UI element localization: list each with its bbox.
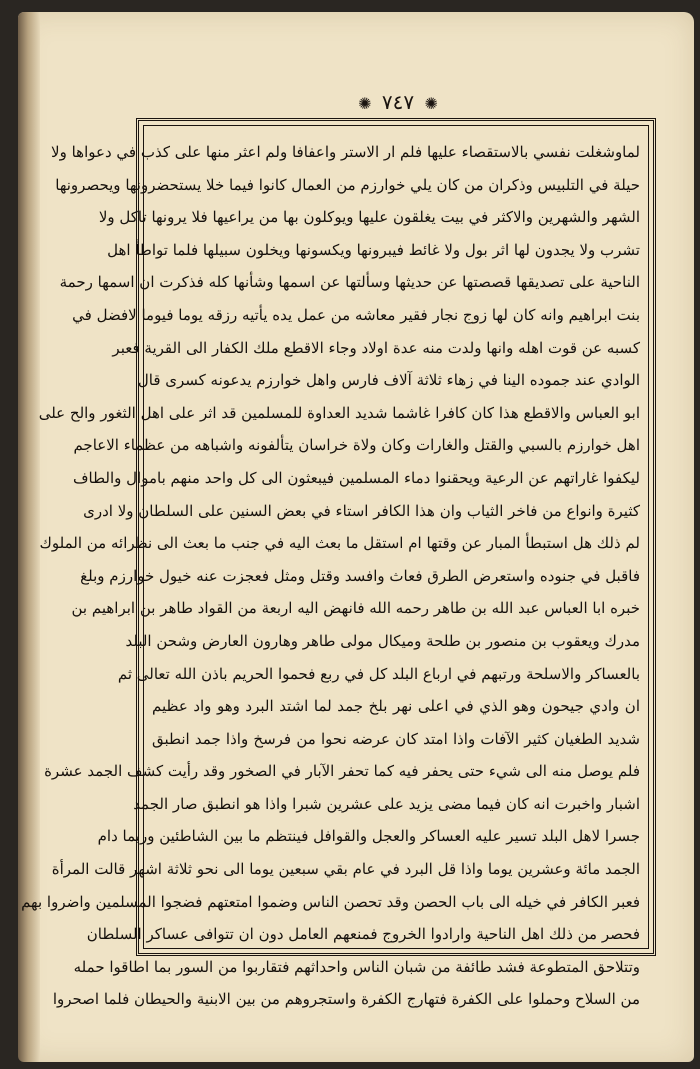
text-line: بنت ابراهيم وانه كان لها زوج نجار فقير معاشه من عمل يده يأتيه رزقه يوما فيوما لافضل في xyxy=(72,305,640,324)
text-line: اشبار واخبرت انه كان فيما مضى يزيد على عشرين شبرا واذا هو انطبق صار الجمد xyxy=(133,794,640,813)
text-line: فاقبل في جنوده واستعرض الطرق فعاث وافسد وقتل ومثل فعجزت عنه خيول خوارزم وبلغ xyxy=(80,566,640,585)
text-line: حيلة في التلبيس وذكران من كان يلي خوارزم من العمال كانوا فيما خلا يستحضرونها ويحصرونها xyxy=(55,175,640,194)
text-line: فحصر من ذلك اهل الناحية وارادوا الخروج فمنعهم العامل دون ان تتوافى عساكر السلطان xyxy=(86,925,640,944)
text-line: كسبه عن قوت اهله وانها ولدت منه عدة اولاد وجاء الاقطع ملك الكفار الى القرية فعبر xyxy=(112,338,640,357)
text-line: لماوشغلت نفسي بالاستقصاء عليها فلم ار الاستر واعفافا ولم اعثر منها على كذب في دعواها ولا xyxy=(51,143,640,161)
page-number: ٧٤٧ xyxy=(381,90,415,114)
text-line: ابو العباس والاقطع هذا كان كافرا غاشما شديد العداوة للمسلمين قد اثر على اهل الثغور والح على xyxy=(38,403,640,422)
text-line: بالعساكر والاسلحة ورتبهم في ارباع البلد كل في ربع فحموا الحريم باذن الله تعالى ثم xyxy=(117,664,640,683)
text-line: شديد الطغيان كثير الآفات واذا امتد كان عرضه نحوا من فرسخ واذا جمد انطبق xyxy=(152,729,640,748)
text-line: ليكفوا غاراتهم عن الرعية ويحقنوا دماء المسلمين فيبعثون الى كل واحد منهم باموال والطاف xyxy=(72,468,640,487)
text-line: وتتلاحق المتطوعة فشد طائفة من شبان الناس واحداثهم فتقاربوا من السور بما اطاقوا حمله xyxy=(73,957,640,976)
text-block xyxy=(21,125,649,1009)
text-line: الوادي عند جموده الينا في زهاء ثلاثة آلاف فارس واهل خوارزم يدعونه كسرى قال xyxy=(137,371,640,390)
book-page xyxy=(18,12,694,1062)
ornament-right-icon: ✺ xyxy=(424,94,438,113)
text-line: اهل خوارزم بالسبي والقتل والغارات وكان ولاة خراسان يتألفونه واشباهه من عظماء الاعاجم xyxy=(73,436,640,455)
text-line: فعبر الكافر في خيله الى باب الحصن وقد تحصن الناس وضموا امتعتهم فضجوا المسلمين واضروا بهم xyxy=(21,892,640,911)
text-line: خبره ابا العباس عبد الله بن طاهر رحمه الله فانهض اليه اربعة من القواد طاهر بن ابراهيم بن xyxy=(71,599,640,618)
text-line: ان وادي جيحون وهو الذي في اعلى نهر بلخ جمد لما اشتد البرد وهو واد عظيم xyxy=(152,697,640,716)
text-line: لم ذلك هل استبطأ المبار عن وقتها ام استقل ما بعث اليه في جنب ما بعث الى نظرائه من الملوك xyxy=(39,534,640,553)
text-line: الشهر والشهرين والاكثر في بيت يغلقون عليها ويوكلون بها من يراعيها فلا يرونها تاكل ولا xyxy=(98,208,640,227)
page-header xyxy=(338,90,458,120)
text-line: فلم يوصل منه الى شيء حتى يحفر فيه كما تحفر الآبار في الصخور وقد رأيت كشف الجمد عشرة xyxy=(44,762,640,781)
text-line: كثيرة وانواع من فاخر الثياب وان هذا الكافر استاء في بعض السنين على السلطان ولا ادرى xyxy=(83,501,640,520)
ornament-left-icon: ✺ xyxy=(358,94,372,113)
text-line: الناحية على تصديقها قصصتها عن حديثها وسألتها عن اسمها وشأنها كله فذكرت ان اسمها رحمة xyxy=(59,273,640,292)
text-frame xyxy=(21,118,656,1009)
text-line: تشرب ولا يجدون لها اثر بول ولا غائط فيبرونها ويكسونها ويخلون سبيلها فلما تواطأ اهل xyxy=(107,240,640,259)
text-line: جسرا لاهل البلد تسير عليه العساكر والعجل والقوافل فينتظم ما بين الشاطئين وربما دام xyxy=(97,827,640,846)
text-line: الجمد مائة وعشرين يوما واذا قل البرد في عام بقي سبعين يوما الى نحو ثلاثة اشهر قالت المرأة xyxy=(51,860,640,879)
text-line: مدرك ويعقوب بن منصور بن طلحة وميكال مولى طاهر وهارون العارض وشحن البلد xyxy=(125,631,640,650)
text-line: من السلاح وحملوا على الكفرة فتهارج الكفرة واستجروهم من بين الابنية والحيطان فلما اصحروا xyxy=(52,990,640,1009)
